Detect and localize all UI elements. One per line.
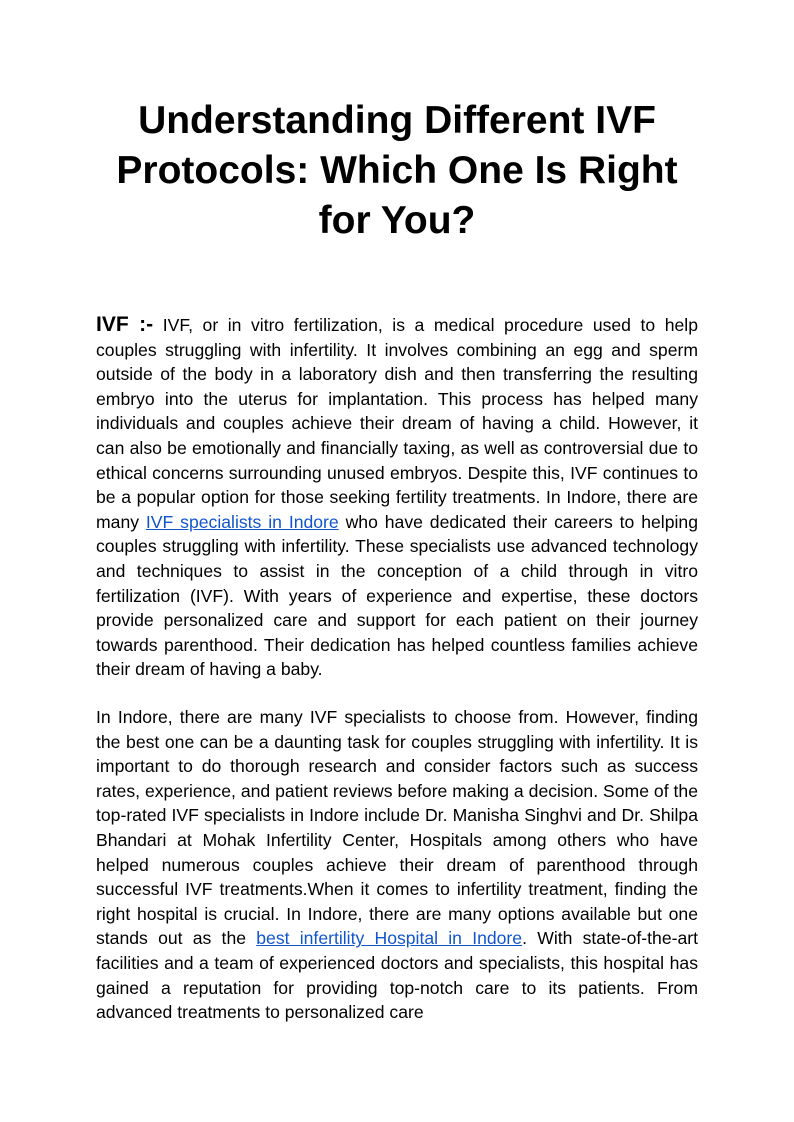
best-infertility-hospital-link[interactable]: best infertility Hospital in Indore — [256, 928, 523, 949]
paragraph-choosing-specialist — [96, 705, 698, 1025]
paragraph-text: . With state-of-the-art facilities and a team of experienced doctors and specialists, this hospital has gained a reputation for providing top-notch care to its patients. From advanced treatments to personalized care — [96, 928, 699, 1023]
page-title — [96, 96, 698, 246]
paragraph-ivf-intro — [96, 313, 698, 682]
paragraph-lead-label: IVF :- — [96, 313, 154, 336]
paragraph-text: In Indore, there are many IVF specialists to choose from. However, finding the best one can be a daunting task for couples struggling with infertility. It is important to do thorough research and consider factors such as success rates, experience, and patient reviews before making a decision. Some of the top-rated IVF specialists in Indore include Dr. Manisha Singhvi and Dr. Shilpa Bhandari at Mohak Infertility Center, Hospitals among others who have helped numerous couples achieve their dream of parenthood through successful IVF treatments.When it comes to infertility treatment, finding the right hospital is crucial. In Indore, there are many options available but one stands out as the — [96, 707, 698, 949]
ivf-specialists-link[interactable]: IVF specialists in Indore — [145, 511, 339, 532]
paragraph-text: IVF, or in vitro fertilization, is a medical procedure used to help couples struggling with infertility. It involves combining an egg and sperm outside of the body in a laboratory dish and then transferring the resulting embryo into the uterus for implantation. This process has helped many individuals and couples achieve their dream of having a child. However, it can also be emotionally and financially taxing, as well as controversial due to ethical concerns surrounding unused embryos. Despite this, IVF continues to be a popular option for those seeking fertility treatments. In Indore, there are many — [96, 315, 698, 532]
title-line-1: Understanding Different IVF — [138, 99, 656, 142]
title-line-3: for You? — [318, 199, 476, 242]
title-line-2: Protocols: Which One Is Right — [116, 149, 678, 192]
paragraph-text: who have dedicated their careers to helping couples struggling with infertility. These specialists use advanced technology and techniques to assist in the conception of a child through in vitro fertilization (IVF). With years of experience and expertise, these doctors provide personalized care and support for each patient on their journey towards parenthood. Their dedication has helped countless families achieve their dream of having a baby. — [96, 511, 698, 680]
